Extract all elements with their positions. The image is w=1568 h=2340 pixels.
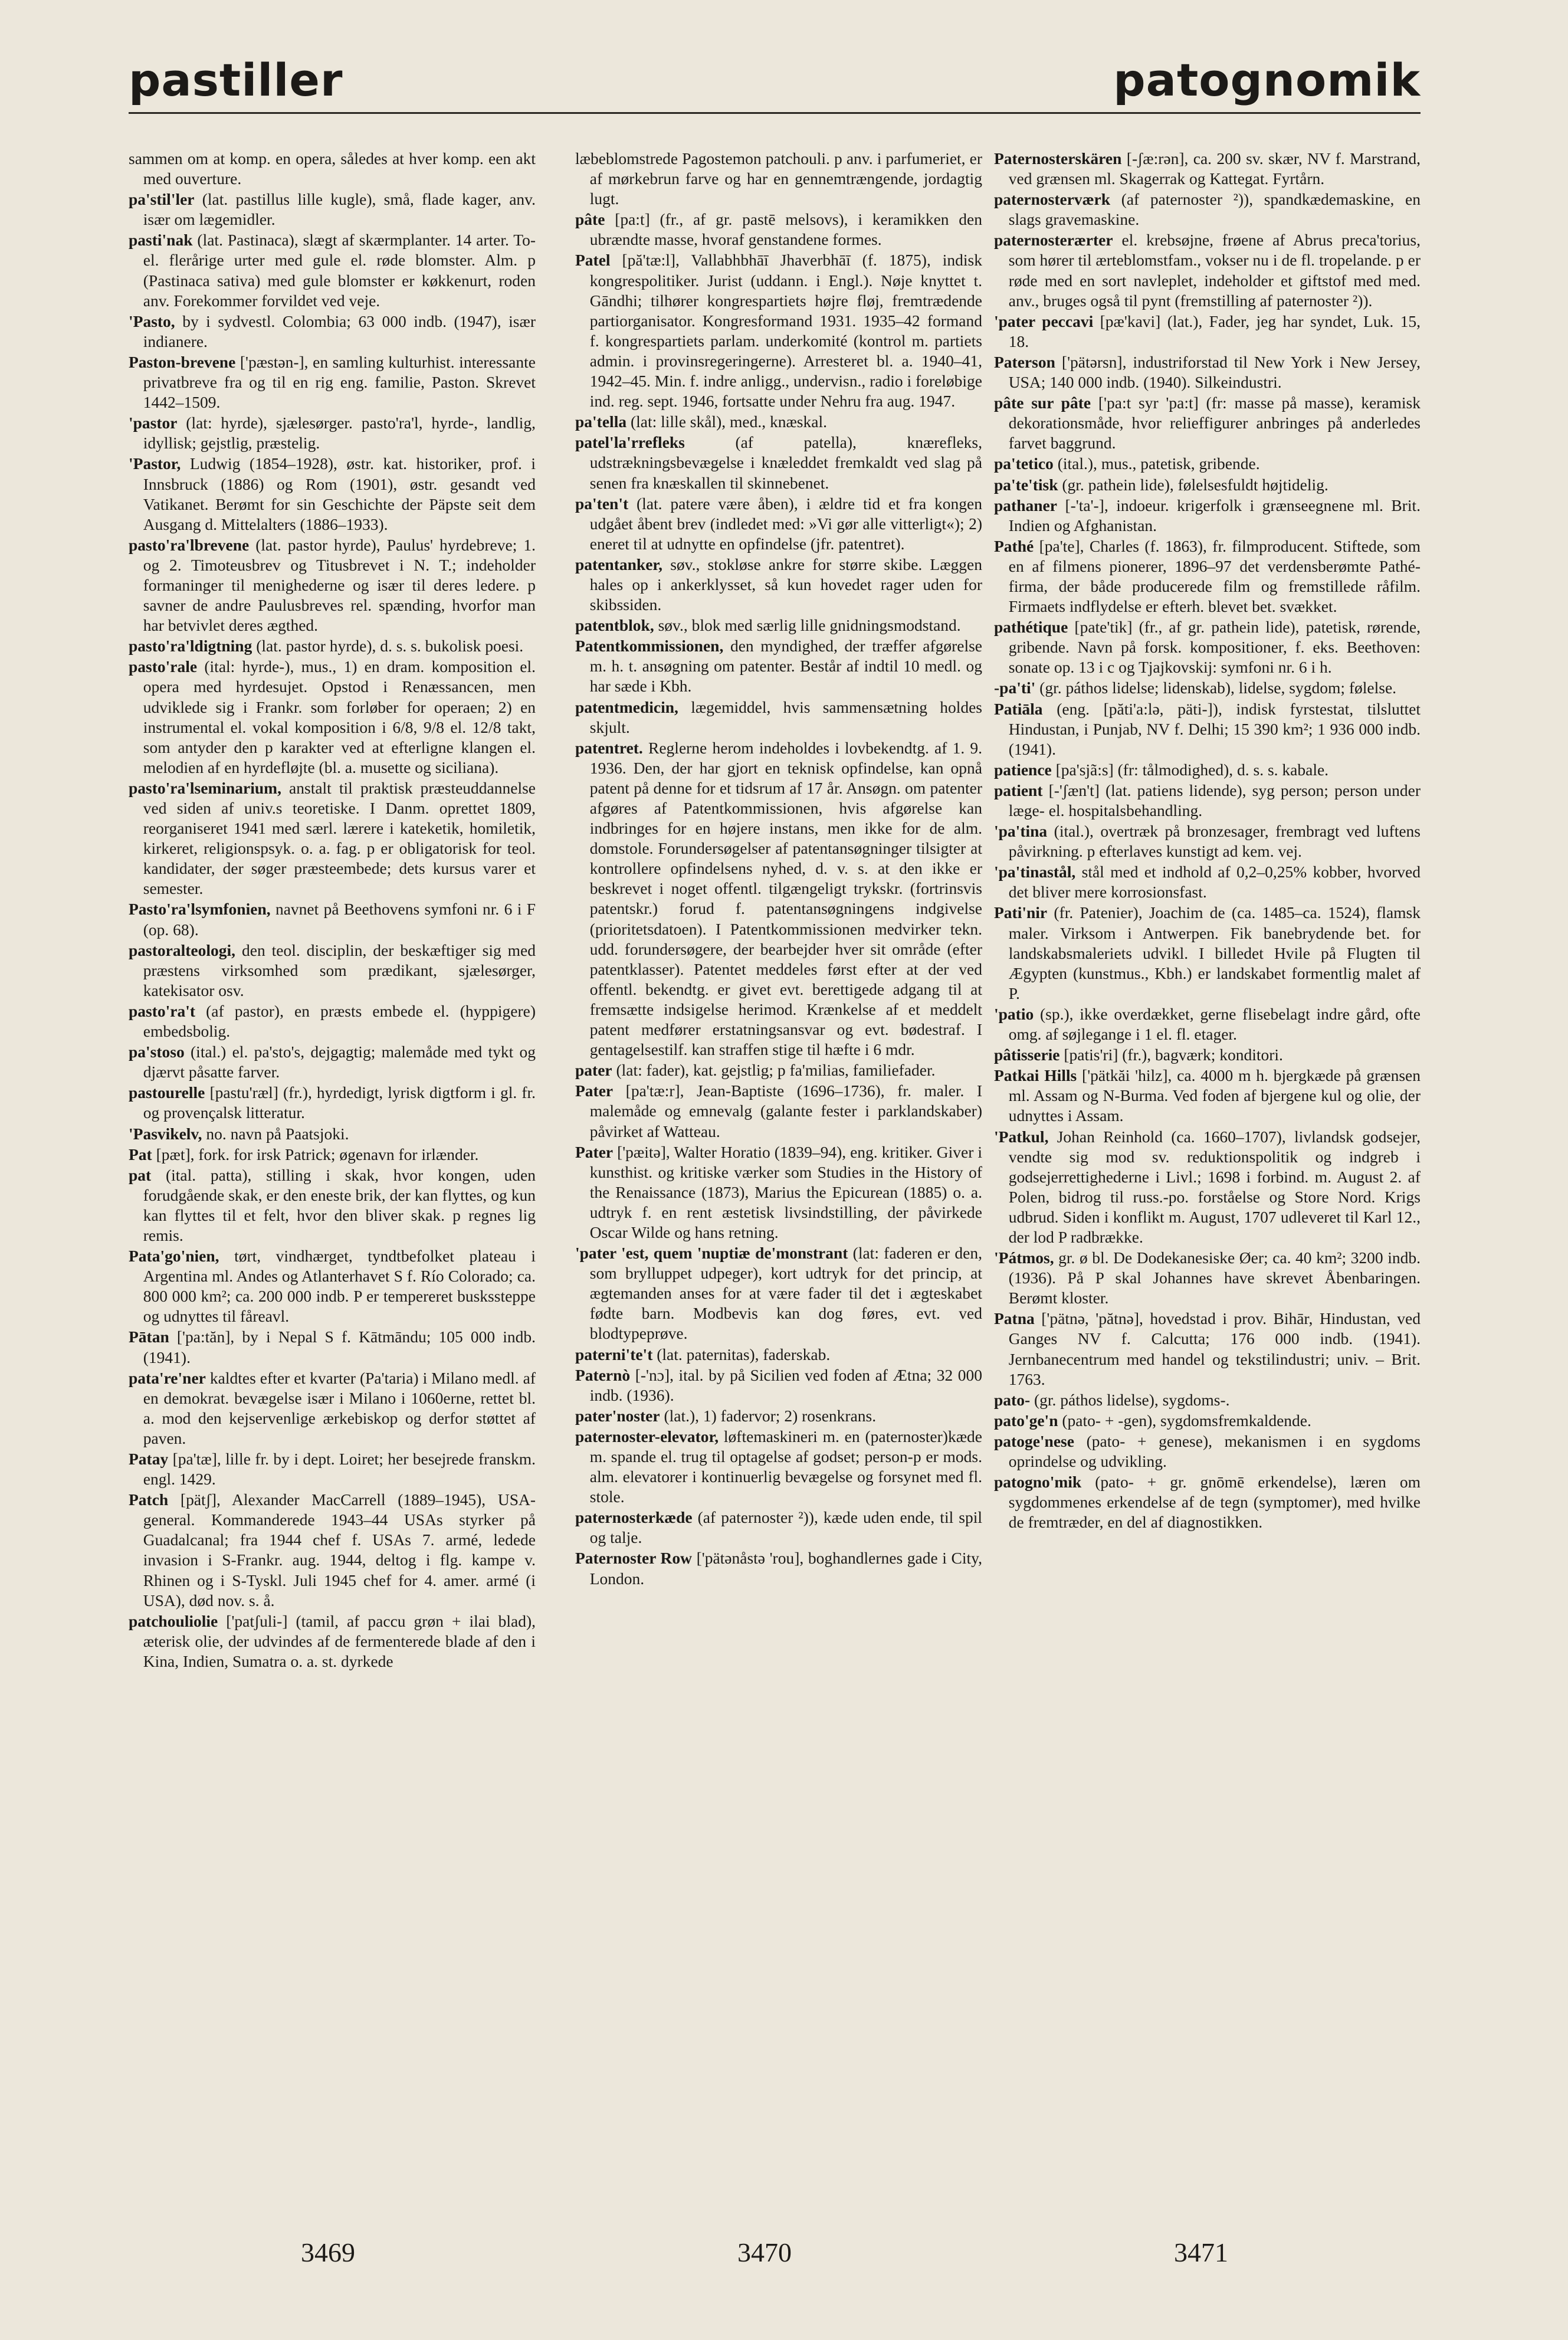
dictionary-entry <box>994 1472 1421 1532</box>
entry-definition: (gr. páthos lidelse), sygdoms-. <box>1034 1390 1230 1409</box>
dictionary-entry <box>994 1431 1421 1471</box>
entry-headword: 'pa'tina <box>994 822 1048 841</box>
dictionary-entry <box>129 657 536 778</box>
entry-headword: pata're'ner <box>129 1368 206 1387</box>
entry-definition: Ludwig (1854–1928), østr. kat. historiker, prof. i Innsbruck (1886) og Rom (1901), østr. gesandt ved Vatikanet. Berømt for sin Geschichte der Päpste seit dem Ausgang d. Mittelalters (1886–1933). <box>143 454 536 533</box>
entry-headword: patentmedicin, <box>575 697 678 716</box>
entry-definition: (af paternoster ²)), spandkædemaskine, en slags gravemaskine. <box>1008 190 1421 229</box>
running-head-left: pastiller <box>129 54 343 106</box>
dictionary-entry <box>994 1045 1421 1065</box>
entry-headword: -pa'ti' <box>994 679 1036 697</box>
entry-definition: tørt, vindhærget, tyndtbefolket plateau i Argentina ml. Andes og Atlanterhavet S f. Río Colorado; ca. 800 000 km²; ca. 200 000 indb. P er tempereret buskssteppe og udnyttes til fåreavl. <box>143 1247 536 1326</box>
entry-definition: ['pa:t syr 'pa:t] (fr: masse på masse), keramisk dekorationsmåde, hvor relieffigurer anbringes på anderledes farvet baggrund. <box>1008 394 1421 453</box>
entry-definition: [pa'tæ:r], Jean-Baptiste (1696–1736), fr. maler. I malemåde og emnevalg (galante fester i parklandskaber) påvirket af Watteau. <box>589 1081 982 1140</box>
dictionary-entry <box>129 940 536 1001</box>
entry-definition: (ital. patta), stilling i skak, hvor kongen, uden forudgående skak, er den eneste brik, der kan flyttes, og kun kan flyttes til et felt, hvor den bliver skak. p regnes lig remis. <box>143 1165 536 1244</box>
entry-definition: (sp.), ikke overdækket, gerne flisebelagt indre gård, ofte omg. af søjlegange i 1 el. fl. etager. <box>1008 1004 1421 1044</box>
dictionary-entry <box>575 738 982 1060</box>
entry-headword: Pathé <box>994 536 1034 555</box>
entry-definition: den myndighed, der træffer afgørelse m. h. t. ansøgning om patenter. Består af indtil 10 medl. og har sæde i Kbh. <box>589 637 982 696</box>
entry-definition: [-'nɔ], ital. by på Sicilien ved foden af Ætna; 32 000 indb. (1936). <box>589 1365 982 1404</box>
entry-definition: sammen om at komp. en opera, således at hver komp. een akt med ouverture. <box>129 149 536 188</box>
entry-definition: (ital.), overtræk på bronzesager, frembragt ved luftens påvirkning. p efterlaves kunstigt ad kem. vej. <box>1008 822 1421 861</box>
dictionary-entry <box>129 352 536 412</box>
dictionary-entry <box>129 899 536 939</box>
dictionary-entry <box>575 1142 982 1243</box>
entry-headword: Pata'go'nien, <box>129 1247 219 1266</box>
text-column-1 <box>129 149 536 2214</box>
dictionary-entry <box>575 1406 982 1426</box>
entry-definition: (af patella), knærefleks, udstrækningsbevægelse i knæleddet fremkaldt ved slag på senen fra knæskallen til skinnebenet. <box>589 433 982 492</box>
entry-headword: patentret. <box>575 738 643 757</box>
entry-definition: (fr. Patenier), Joachim de (ca. 1485–ca. 1524), flamsk maler. Virksom i Antwerpen. Fik banebrydende bet. for landskabsmaleriets udvikl. I billedet Hvile på Flugten til Ægypten (kunstmus., Kbh.) er landskabet formentlig malet af P. <box>1008 903 1421 1002</box>
entry-definition: (lat: lille skål), med., knæskal. <box>630 412 827 431</box>
dictionary-entry <box>994 312 1421 352</box>
dictionary-entry <box>575 1243 982 1343</box>
entry-headword: patentblok, <box>575 616 654 635</box>
dictionary-entry <box>129 1327 536 1367</box>
entry-definition: ['patʃuli-] (tamil, af paccu grøn + ilai blad), æterisk olie, der udvindes af de fermenterede blade af den i Kina, Indien, Sumatra o. a. st. dyrkede <box>143 1611 536 1670</box>
entry-definition: (lat.), 1) fadervor; 2) rosenkrans. <box>664 1406 877 1425</box>
entry-definition: by i sydvestl. Colombia; 63 000 indb. (1947), især indianere. <box>143 312 536 350</box>
dictionary-entry <box>575 1427 982 1507</box>
page-number-3: 3471 <box>1174 2237 1228 2267</box>
entry-definition: (lat. paternitas), faderskab. <box>657 1345 831 1364</box>
entry-definition: [-'ʃæn't] (lat. patiens lidende), syg person; person under læge- el. hospitalsbehandling. <box>1008 781 1421 820</box>
dictionary-entry <box>994 760 1421 780</box>
entry-headword: paternosterærter <box>994 231 1113 250</box>
dictionary-entry <box>994 393 1421 453</box>
entry-definition: (lat. patere være åben), i ældre tid et fra kongen udgået åbent brev (indledet med: »Vi gør alle vitterligt«); 2) eneret til at udnytte en opfindelse (jfr. patentret). <box>589 494 982 553</box>
entry-headword: Pat <box>129 1145 152 1164</box>
dictionary-entry <box>994 1004 1421 1044</box>
dictionary-entry <box>129 1368 536 1448</box>
entry-headword: 'Pasto, <box>129 312 175 330</box>
entry-definition: (pato- + gr. gnōmē erkendelse), læren om sygdommenes erkendelse af de tegn (symptomer), med hvilke de fremtræder, en del af diagnostikken. <box>1008 1473 1421 1532</box>
entry-definition: anstalt til praktisk præsteuddannelse ved siden af univ.s teoretiske. I Danm. oprettet 1809, reorganiseret 1941 med særl. lærere i kateketik, homiletik, kirkeret, religionspsyk. o. a. fag. p er obligatorisk for teol. kandidater, der søger præsteembede; dets kursus varer et semester. <box>143 778 536 898</box>
entry-definition: kaldtes efter et kvarter (Pa'taria) i Milano medl. af en demokrat. bevægelse især i Milano i 1060erne, rettet bl. a. mod den kejservenlige ærkebiskop og derfor støttet af paven. <box>143 1368 536 1447</box>
text-column-2 <box>575 149 982 2214</box>
entry-headword: Patay <box>129 1450 169 1468</box>
entry-headword: pastourelle <box>129 1083 205 1102</box>
entry-headword: Pasto'ra'lsymfonien, <box>129 900 271 919</box>
dictionary-entry <box>129 1083 536 1123</box>
entry-headword: pa'tella <box>575 412 627 431</box>
entry-headword: 'pa'tinastål, <box>994 863 1076 881</box>
dictionary-entry <box>994 352 1421 392</box>
entry-definition: (ital: hyrde-), mus., 1) en dram. komposition el. opera med hyrdesujet. Opstod i Renæssancen, men udviklede sig i Frankr. som forløber for operaen; 2) en instrumental el. vokal komposition i 6/8, 9/8 el. 12/8 takt, som antyder den p karakter ved at efterligne klangen el. melodien af en hyrdefløjte (bl. a. musette og siciliana). <box>143 657 536 776</box>
dictionary-entry <box>129 1165 536 1246</box>
dictionary-entry <box>129 1042 536 1082</box>
entry-headword: Pater <box>575 1142 614 1161</box>
entry-definition: (gr. páthos lidelse; lidenskab), lidelse, sygdom; følelse. <box>1039 679 1397 697</box>
entry-definition: [-ʃæ:rən], ca. 200 sv. skær, NV f. Marstrand, ved grænsen ml. Skagerrak og Kattegat. Fyrtårn. <box>1008 149 1421 188</box>
entry-definition: [pätʃ], Alexander MacCarrell (1889–1945), USA-general. Kommanderede 1943–44 USAs styrker på Guadalcanal; fra 1944 chef f. USAs 7. armé, ledede invasion i S-Frankr. aug. 1944, deltog i flg. kampe v. Rhinen og i S-Tyskl. Juli 1945 chef for 4. amer. armé (i USA), død nov. s. å. <box>143 1490 536 1610</box>
dictionary-entry <box>575 697 982 738</box>
entry-headword: pater <box>575 1061 612 1080</box>
entry-headword: pasto'ra'lbrevene <box>129 535 250 554</box>
entry-headword: Patiāla <box>994 699 1043 718</box>
dictionary-entry <box>575 636 982 696</box>
dictionary-entry <box>129 189 536 230</box>
entry-definition: [patis'ri] (fr.), bagværk; konditori. <box>1064 1046 1283 1064</box>
dictionary-entry <box>129 1246 536 1326</box>
page-number-1: 3469 <box>301 2237 355 2267</box>
entry-headword: patchouliolie <box>129 1611 218 1630</box>
dictionary-entry <box>129 1611 536 1672</box>
dictionary-entry <box>575 494 982 554</box>
entry-definition: ['pätərsn], industriforstad til New York i New Jersey, USA; 140 000 indb. (1940). Silkeindustri. <box>1008 352 1421 392</box>
entry-headword: pat <box>129 1165 152 1184</box>
entry-headword: 'patio <box>994 1004 1034 1023</box>
dictionary-entry <box>994 230 1421 310</box>
entry-headword: paterni'te't <box>575 1345 653 1364</box>
entry-headword: 'Pastor, <box>129 454 181 473</box>
dictionary-entry <box>575 412 982 432</box>
entry-headword: pa'tetico <box>994 454 1054 473</box>
dictionary-entry <box>575 250 982 411</box>
entry-headword: patience <box>994 760 1052 779</box>
text-column-3 <box>994 149 1421 2214</box>
entry-definition: søv., stokløse ankre for større skibe. Læggen hales op i ankerklysset, så kun hovedet rager uden for skibssiden. <box>589 555 982 614</box>
dictionary-entry <box>129 454 536 534</box>
entry-headword: pathétique <box>994 618 1068 637</box>
entry-headword: Paternosterskären <box>994 149 1122 168</box>
entry-definition: (lat. pastor hyrde), Paulus' hyrdebreve; 1. og 2. Timoteusbrev og Titusbrevet i N. T.; indeholder formaninger til menighederne og især til deres ledere. p savner de andre Paulusbreves rel. spænding, hvorfor man har betvivlet deres ægthed. <box>143 535 536 635</box>
entry-definition: (eng. [păti'a:lə, päti-]), indisk fyrstestat, tilsluttet Hindustan, i Punjab, NV f. Delhi; 15 390 km²; 1 936 000 indb. (1941). <box>1008 699 1421 758</box>
entry-headword: pâte <box>575 210 605 229</box>
dictionary-entry <box>994 1248 1421 1308</box>
entry-definition: (ital.), mus., patetisk, gribende. <box>1057 454 1260 473</box>
entry-headword: 'Pátmos, <box>994 1248 1054 1267</box>
entry-headword: Pati'nir <box>994 903 1048 922</box>
dictionary-entry <box>575 1060 982 1080</box>
entry-definition: ['pæitə], Walter Horatio (1839–94), eng. kritiker. Giver i kunsthist. og kritiske værker som Studies in the History of the Renaissance (1873), Marius the Epicurean (1885) o. a. udtryk f. en rent æstetisk livsindstilling, der påvirkede Oscar Wilde og hans retning. <box>589 1142 982 1241</box>
entry-definition: [pa:t] (fr., af gr. pastē melsovs), i keramikken den ubrændte masse, hvoraf genstandene formes. <box>589 210 982 249</box>
dictionary-entry <box>129 1124 536 1144</box>
entry-definition: ['pätənåstə 'rou], boghandlernes gade i City, London. <box>589 1549 982 1588</box>
dictionary-entry <box>994 1390 1421 1410</box>
dictionary-entry <box>575 1548 982 1588</box>
entry-definition: [pate'tik] (fr., af gr. pathein lide), patetisk, rørende, gribende. Navn på forsk. kompositioner, f. eks. Beethoven: sonate op. 13 i c og Tjajkovskij: symfoni nr. 6 i h. <box>1008 618 1421 677</box>
dictionary-entry <box>994 617 1421 677</box>
entry-headword: pa'stoso <box>129 1043 185 1061</box>
entry-headword: Paston-brevene <box>129 352 236 371</box>
dictionary-entry <box>129 778 536 899</box>
entry-definition: læbeblomstrede Pagostemon patchouli. p anv. i parfumeriet, er af mørkebrun farve og har en gennemtrængende, jordagtig lugt. <box>575 149 982 208</box>
entry-definition: (ital.) el. pa'sto's, dejgagtig; malemåde med tykt og djærvt påsatte farver. <box>143 1043 536 1081</box>
entry-headword: patentanker, <box>575 555 662 573</box>
entry-headword: pato'ge'n <box>994 1411 1058 1430</box>
entry-headword: Pater <box>575 1081 614 1100</box>
entry-headword: Paterson <box>994 352 1055 371</box>
entry-headword: pasti'nak <box>129 231 193 250</box>
entry-headword: patogno'mik <box>994 1473 1082 1492</box>
entry-headword: patel'la'rrefleks <box>575 433 685 452</box>
entry-definition: (pato- + genese), mekanismen i en sygdoms oprindelse og udvikling. <box>1008 1431 1421 1470</box>
entry-definition: ['pätkăi 'hilz], ca. 4000 m h. bjergkæde på grænsen ml. Assam og N-Burma. Ved foden af bjergene kul og olie, der udnyttes i Assam. <box>1008 1066 1421 1125</box>
entry-headword: 'pastor <box>129 414 178 432</box>
dictionary-entry <box>575 615 982 635</box>
dictionary-entry <box>994 189 1421 230</box>
dictionary-entry <box>575 209 982 250</box>
entry-headword: Paternò <box>575 1365 631 1384</box>
entry-headword: pater'noster <box>575 1406 660 1425</box>
entry-headword: Paternoster Row <box>575 1549 692 1568</box>
entry-headword: paternosterværk <box>994 190 1111 209</box>
dictionary-entry <box>129 1001 536 1041</box>
dictionary-entry <box>575 1365 982 1405</box>
dictionary-entry <box>129 230 536 310</box>
dictionary-entry <box>575 1345 982 1365</box>
dictionary-entry <box>129 636 536 656</box>
dictionary-entry <box>575 1507 982 1548</box>
entry-headword: pa'stil'ler <box>129 190 195 209</box>
entry-headword: Patkai Hills <box>994 1066 1077 1085</box>
dictionary-entry <box>994 862 1421 902</box>
entry-definition: søv., blok med særlig lille gnidningsmodstand. <box>658 616 961 635</box>
entry-definition: ['pæstən-], en samling kulturhist. interessante privatbreve fra og til en rig eng. familie, Paston. Skrevet 1442–1509. <box>143 352 536 412</box>
dictionary-entry <box>994 475 1421 495</box>
entry-headword: pathaner <box>994 496 1057 514</box>
dictionary-entry <box>994 454 1421 474</box>
dictionary-entry <box>994 1411 1421 1431</box>
entry-headword: 'Patkul, <box>994 1127 1049 1146</box>
entry-definition: (lat. Pastinaca), slægt af skærmplanter. 14 arter. To- el. flerårige urter med gule el. røde blomster. Alm. p (Pastinaca sativa) med gule blomster er køkkenurt, roden anv. Forekommer forvildet ved veje. <box>143 231 536 310</box>
entry-definition: (lat. pastor hyrde), d. s. s. bukolisk poesi. <box>256 637 524 656</box>
entry-headword: patoge'nese <box>994 1431 1074 1450</box>
dictionary-entry <box>575 432 982 493</box>
dictionary-entry <box>129 1145 536 1165</box>
entry-definition: (lat: fader), kat. gejstlig; p fa'milias, familiefader. <box>616 1061 936 1080</box>
entry-headword: pasto'rale <box>129 657 198 676</box>
entry-headword: pato- <box>994 1390 1031 1409</box>
entry-definition: (af paternoster ²)), kæde uden ende, til spil og talje. <box>589 1508 982 1547</box>
dictionary-entry <box>994 149 1421 189</box>
entry-headword: patient <box>994 781 1043 799</box>
entry-definition: den teol. disciplin, der beskæftiger sig med præstens virksomhed som prædikant, sjælesørger, katekisator osv. <box>143 940 536 999</box>
entry-definition: el. krebsøjne, frøene af Abrus preca'torius, som hører til ærteblomstfam., vokser nu i de fl. tropelande. p er røde med en sort navleplet, indeholder et giftstof med med. anv., bruges også til pynt (fremstilling af paternoster ²)). <box>1008 231 1421 310</box>
dictionary-entry <box>994 821 1421 861</box>
dictionary-entry <box>575 555 982 615</box>
entry-definition: stål med et indhold af 0,2–0,25% kobber, hvorved det bliver mere korrosionsfast. <box>1008 863 1421 902</box>
entry-headword: Patch <box>129 1490 169 1509</box>
entry-definition: [pă'tæ:l], Vallabhbhāī Jhaverbhāī (f. 1875), indisk kongrespolitiker. Jurist (uddann. i Engl.). Nøje knyttet t. Gāndhi; tilhører kongrespartiets højre fløj, fremtrædende partiorganisator. Kongresformand 1931. 1935–42 formand f. kongrespartiets parlam. underkomité (kontrol m. partiets admin. i provinsregeringerne). Arresteret bl. a. 1940–41, 1942–45. Min. f. indre anligg., undervisn., radio i foreløbige ind. reg. sept. 1946, fortsatte under Nehru fra aug. 1947. <box>589 251 982 411</box>
entry-headword: paternoster-elevator, <box>575 1427 719 1446</box>
running-head-right: patognomik <box>1113 54 1421 106</box>
dictionary-entry <box>994 678 1421 698</box>
entry-definition: (af pastor), en præsts embede el. (hyppigere) embedsbolig. <box>143 1001 536 1041</box>
entry-headword: 'Pasvikelv, <box>129 1124 202 1143</box>
entry-definition: [pa'te], Charles (f. 1863), fr. filmproducent. Stiftede, som en af filmens pionerer, 1896–97 det verdensberømte Pathé-firma, der både producerede film og fremstillede råfilm. Firmaets indflydelse er efterh. blevet bet. svækket. <box>1008 536 1421 616</box>
entry-definition: [pæ'kavi] (lat.), Fader, jeg har syndet, Luk. 15, 18. <box>1008 312 1421 350</box>
entry-headword: pasto'ra'lseminarium, <box>129 778 281 797</box>
entry-definition: [pa'sjã:s] (fr: tålmodighed), d. s. s. kabale. <box>1055 760 1329 779</box>
entry-definition: (gr. pathein lide), følelsesfuldt højtidelig. <box>1062 475 1328 494</box>
entry-definition: gr. ø bl. De Dodekanesiske Øer; ca. 40 km²; 3200 indb. (1936). På P skal Johannes have skrevet Åbenbaringen. Berømt kloster. <box>1008 1248 1421 1307</box>
entry-definition: [-'ta'-], indoeur. krigerfolk i grænseegnene ml. Brit. Indien og Afghanistan. <box>1008 496 1421 535</box>
entry-definition: (lat: faderen er den, som brylluppet udpeger), kort udtryk for det princip, at ægtemanden anses for at være fader til det i ægteskabet fødte barn. Modbevis kan dog føres, evt. ved blodtypeprøve. <box>589 1244 982 1343</box>
entry-definition: (pato- + -gen), sygdomsfremkaldende. <box>1062 1411 1311 1430</box>
entry-headword: pa'ten't <box>575 494 629 513</box>
dictionary-entry <box>129 149 536 189</box>
dictionary-entry <box>994 1309 1421 1389</box>
entry-definition: no. navn på Paatsjoki. <box>206 1124 349 1143</box>
entry-headword: pasto'ra't <box>129 1001 196 1020</box>
entry-definition: (lat: hyrde), sjælesørger. pasto'ra'l, hyrde-, landlig, idyllisk; gejstlig, præstelig. <box>143 414 536 453</box>
entry-definition: (lat. pastillus lille kugle), små, flade kager, anv. især om lægemidler. <box>143 190 536 229</box>
entry-definition: Reglerne herom indeholdes i lovbekendtg. af 1. 9. 1936. Den, der har gjort en teknisk opfindelse, kan opnå patent på denne for et tidsrum af 17 år. Ansøgn. om patenter afgøres af Patentkommissionen, hvis afgørelse kan indbringes for en højere instans, men ikke for de alm. domstole. Forundersøgelser af patentansøgninger tilsigter at kontrollere opfindelsens nyhed, d. v. s. at den ikke er beskrevet i noget offentl. tilgængeligt trykskr. (fortrinsvis patentskr.) forud f. patentansøgningens indgivelse (prioritetsdatoen). I Patentkommissionen medvirker tekn. udd. forundersøgere, der bearbejder hver sit område (efter patentklasser). Patentet meddeles først efter at der ved offentl. bekendtg. er givet evt. berettigede adgang til at fremsætte indsigelse herimod. Krænkelse af et meddelt patent medfører erstatningsansvar og evt. bødestraf. I gentagelsestilf. kan straffen stige til hæfte i 6 mdr. <box>589 738 982 1059</box>
entry-headword: Patna <box>994 1309 1035 1328</box>
dictionary-entry <box>994 699 1421 759</box>
entry-definition: ['pätnə, 'pătnə], hovedstad i prov. Bihār, Hindustan, ved Ganges NV f. Calcutta; 176 000 indb. (1941). Jernbanecentrum med handel og tekstilindustri; univ. – Brit. 1763. <box>1008 1309 1421 1388</box>
dictionary-entry <box>994 496 1421 536</box>
entry-definition: løftemaskineri m. en (paternoster)kæde m. spande el. trug til optagelse af godset; person-p er mods. alm. elevatorer i kontinuerlig bevægelse og forsynet med fl. stole. <box>589 1427 982 1506</box>
dictionary-entry <box>994 536 1421 617</box>
header-rule <box>129 112 1421 114</box>
dictionary-entry <box>994 1127 1421 1248</box>
entry-headword: pastoralteologi, <box>129 940 236 959</box>
entry-definition: lægemiddel, hvis sammensætning holdes skjult. <box>589 697 982 736</box>
entry-headword: 'pater 'est, quem 'nuptiæ de'monstrant <box>575 1244 848 1263</box>
dictionary-entry <box>129 1449 536 1489</box>
entry-definition: [pastu'ræl] (fr.), hyrdedigt, lyrisk digtform i gl. fr. og provençalsk litteratur. <box>143 1083 536 1122</box>
dictionary-entry <box>129 1490 536 1611</box>
entry-headword: pa'te'tisk <box>994 475 1058 494</box>
page-number-2: 3470 <box>737 2237 792 2267</box>
entry-definition: ['pa:tăn], by i Nepal S f. Kātmāndu; 105 000 indb. (1941). <box>143 1328 536 1366</box>
entry-headword: paternosterkæde <box>575 1508 693 1527</box>
entry-headword: Patentkommissionen, <box>575 637 724 656</box>
dictionary-entry <box>129 535 536 635</box>
entry-headword: Patel <box>575 251 611 270</box>
entry-headword: pâte sur pâte <box>994 394 1091 412</box>
dictionary-entry <box>994 1066 1421 1126</box>
dictionary-entry <box>129 312 536 352</box>
entry-definition: Johan Reinhold (ca. 1660–1707), livlandsk godsejer, vendte sig mod sv. reduktionspolitik og indgreb i godsejerrettighederne i Livl.; 1698 i forbind. m. August 2. af Polen, bidrog til russ.-po. forståelse og Store Nord. Krigs udbrud. Siden i konflikt m. August, 1707 udleveret til Karl 12., der lod P radbrække. <box>1008 1127 1421 1246</box>
entry-headword: 'pater peccavi <box>994 312 1094 330</box>
dictionary-entry <box>575 1081 982 1141</box>
entry-headword: Pātan <box>129 1328 169 1346</box>
dictionary-entry <box>994 781 1421 821</box>
entry-headword: pasto'ra'ldigtning <box>129 637 252 656</box>
entry-definition: [pa'tæ], lille fr. by i dept. Loiret; her besejrede franskm. engl. 1429. <box>143 1450 536 1489</box>
dictionary-entry <box>575 149 982 209</box>
entry-headword: pâtisserie <box>994 1046 1060 1064</box>
dictionary-entry <box>129 413 536 453</box>
entry-definition: [pæt], fork. for irsk Patrick; øgenavn for irlænder. <box>156 1145 479 1164</box>
dictionary-entry <box>994 903 1421 1003</box>
entry-definition: navnet på Beethovens symfoni nr. 6 i F (op. 68). <box>143 900 536 939</box>
